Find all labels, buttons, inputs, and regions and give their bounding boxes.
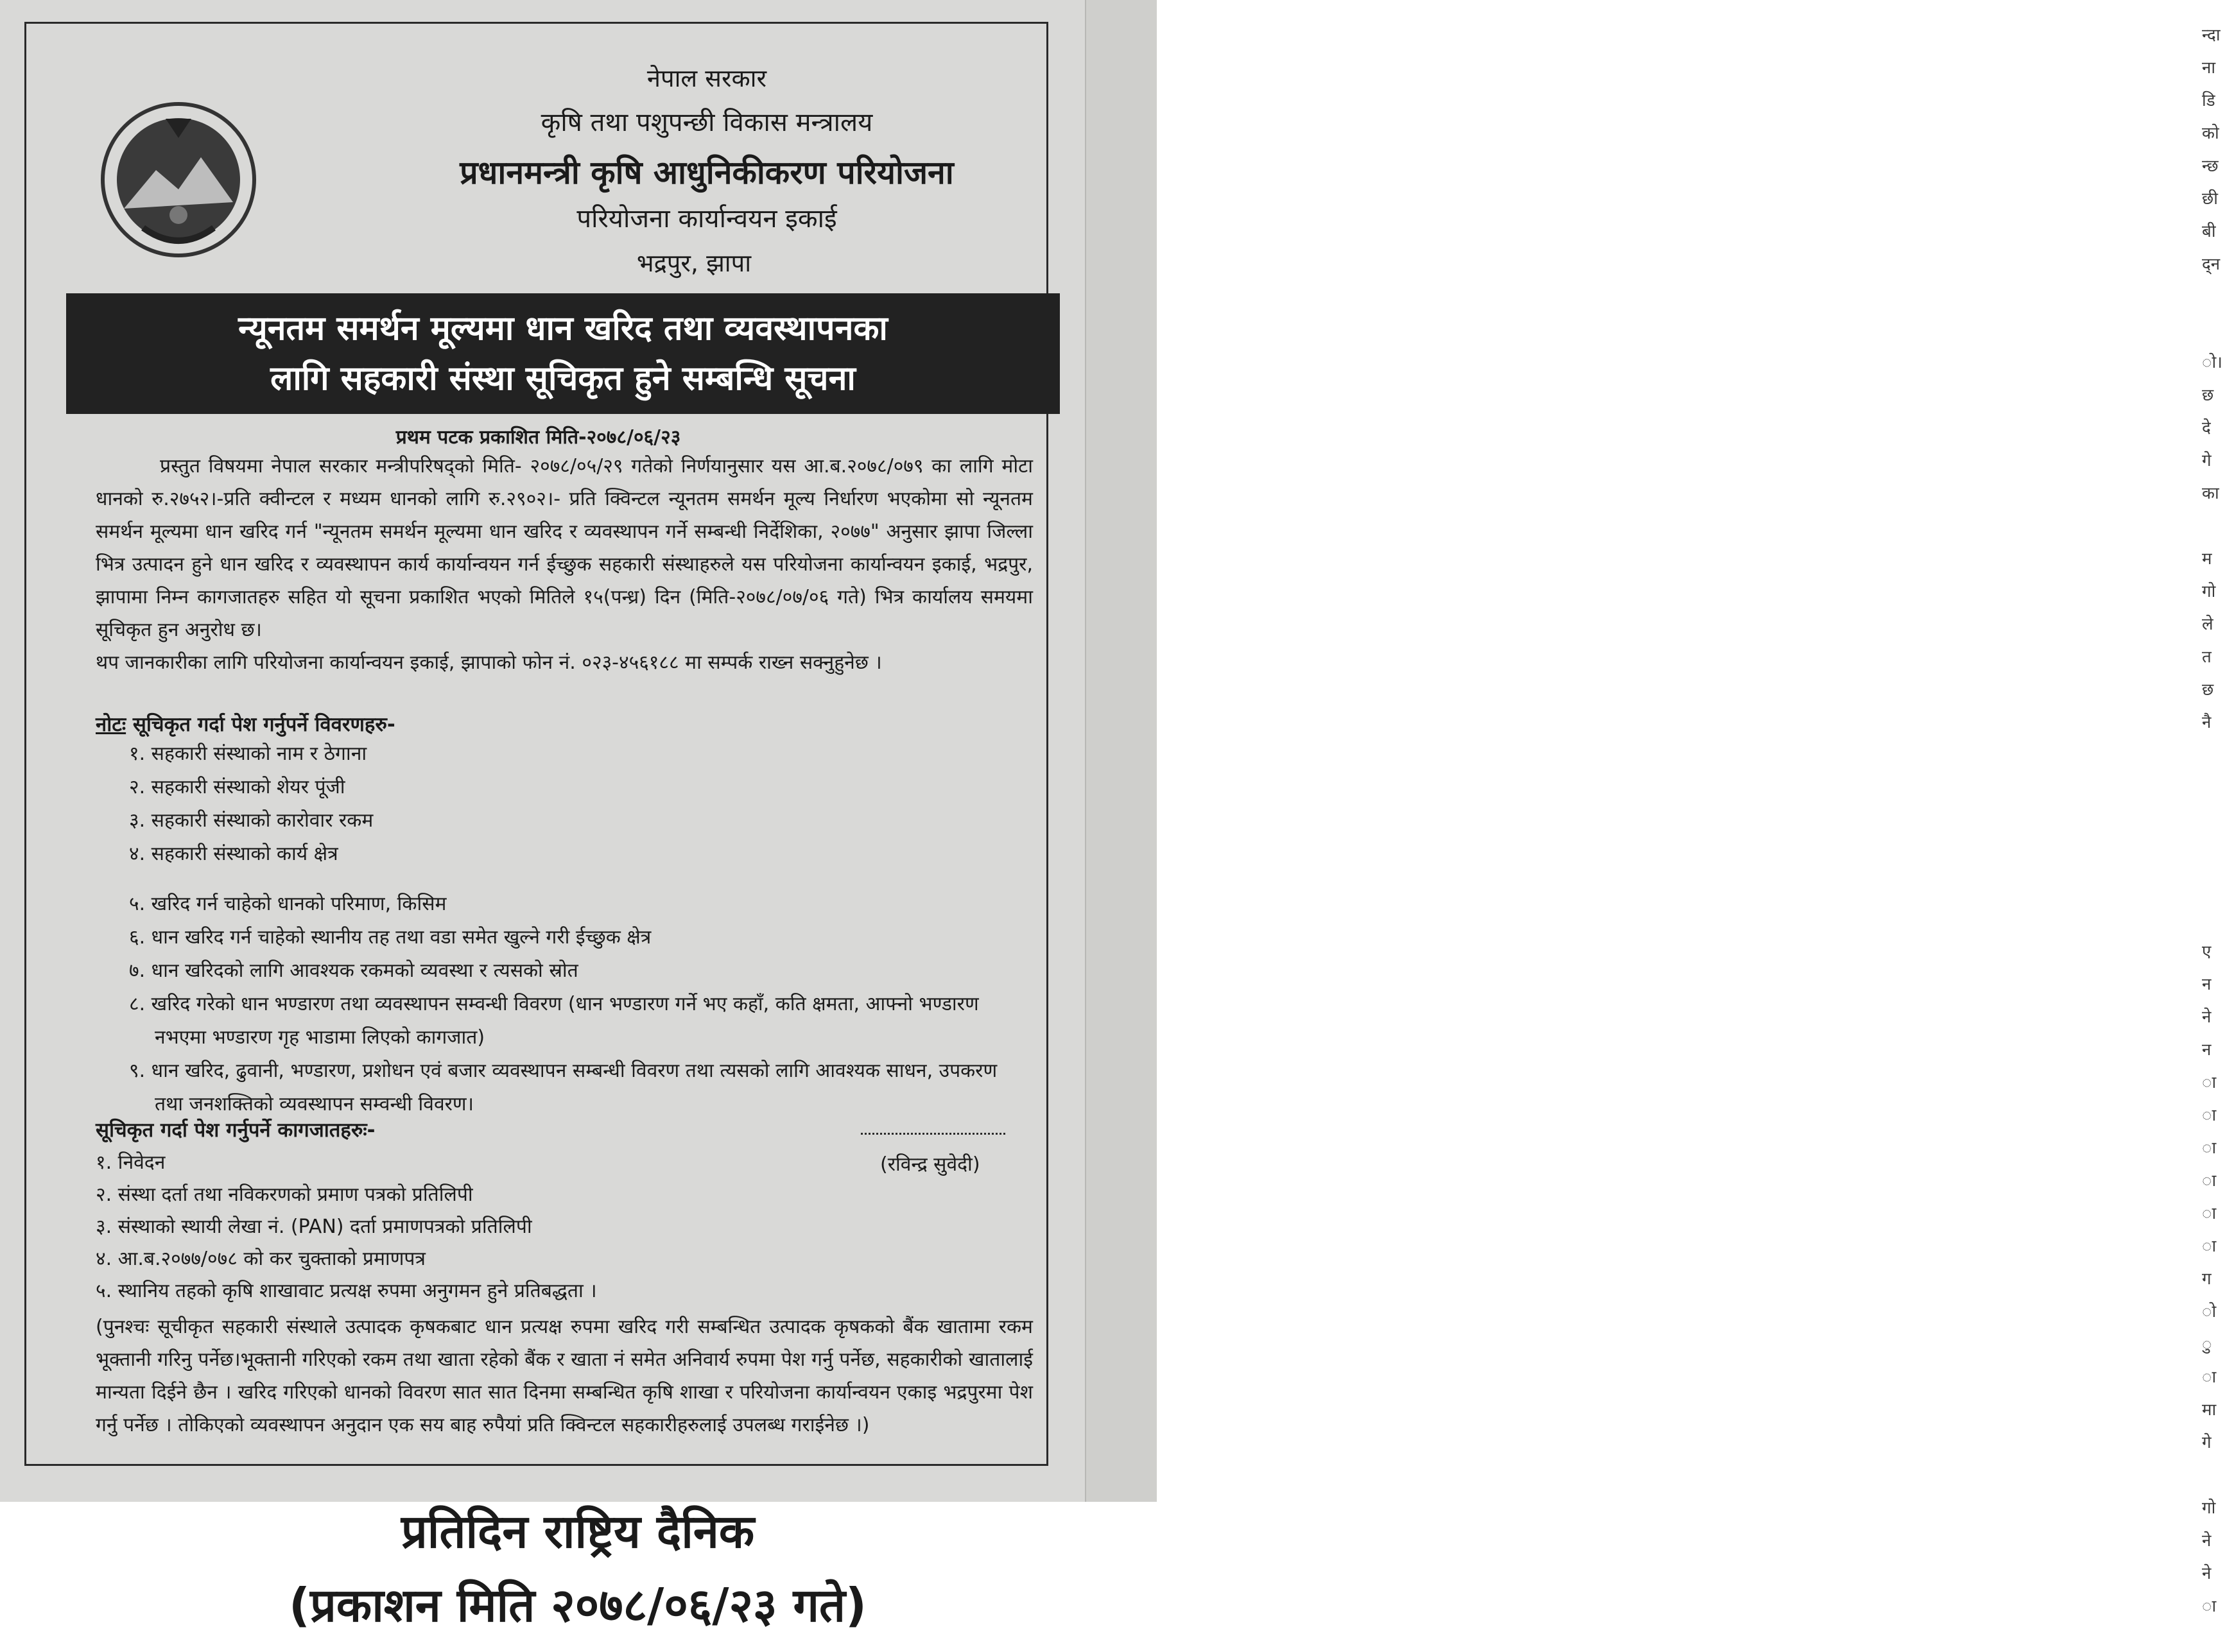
- list-item: १. निवेदन: [96, 1151, 166, 1174]
- list-item: ५. स्थानिय तहको कृषि शाखावाट प्रत्यक्ष रुपमा अनुगमन हुने प्रतिबद्धता ।: [96, 1280, 597, 1302]
- details-heading: [96, 710, 395, 737]
- notice-body: [96, 450, 1033, 679]
- notice-title-line-2: लागि सहकारी संस्था सूचिकृत हुने सम्बन्धि सूचना: [270, 359, 856, 398]
- note-heading: सूचिकृत गर्दा पेश गर्नुपर्ने विवरणहरु-: [126, 713, 395, 736]
- adjacent-column-text: न्दा ना डि को न्छ छी बी द्न ो। छ दे गे का म गो ले त छ नै ए न ने न ा ा ा ा ा ा ग ो ु ा मा गे गो ने ने ा: [2202, 26, 2223, 1616]
- list-item: ३. संस्थाको स्थायी लेखा नं. (PAN) दर्ता प्रमाणपत्रको प्रतिलिपी: [96, 1216, 532, 1238]
- documents-list: [96, 1147, 673, 1307]
- first-publication-date: प्रथम पटक प्रकाशित मिति-२०७८/०६/२३: [395, 426, 681, 449]
- notice-box: [24, 22, 1048, 1466]
- postscript: (पुनश्चः सूचीकृत सहकारी संस्थाले उत्पादक कृषकबाट धान प्रत्यक्ष रुपमा खरिद गरी सम्बन्धित उत्पादक कृषकको बैंक खातामा रकम भूक्तानी गरिनु पर्नेछ।भूक्तानी गरिएको रकम तथा खाता रहेको बैंक र खाता नं समेत अनिवार्य रुपमा पेश गर्नु पर्नेछ, सहकारीको खातालाई मान्यता दिईने छैन । खरिद गरिएको धानको विवरण सात सात दिनमा सम्बन्धित कृषि शाखा र परियोजना कार्यान्वयन एकाइ भद्रपुरमा पेश गर्नु पर्नेछ । तोकिएको व्यवस्थापन अनुदान एक सय बाह रुपैयां प्रति क्विन्टल सहकारीहरुलाई उपलब्ध गराईनेछ ।): [96, 1316, 1033, 1436]
- adjacent-column-edge: [1085, 0, 2223, 1616]
- notice-title-line-1: न्यूनतम समर्थन मूल्यमा धान खरिद तथा व्यवस्थापनका: [238, 309, 888, 348]
- list-item: ९. धान खरिद, ढुवानी, भण्डारण, प्रशोधन एवं बजार व्यवस्थापन सम्बन्धी विवरण तथा त्यसको लागि आवश्यक साधन, उपकरण तथा जनशक्तिको व्यवस्थापन सम्वन्धी विवरण।: [129, 1060, 998, 1115]
- list-item: ३. सहकारी संस्थाको कारोवार रकम: [129, 809, 374, 832]
- list-item: ८. खरिद गरेको धान भण्डारण तथा व्यवस्थापन सम्वन्धी विवरण (धान भण्डारण गर्ने भए कहाँ, कति क्षमता, आफ्नो भण्डारण नभएमा भण्डारण गृह भाडामा लिएको कागजात): [129, 993, 979, 1049]
- nepal-emblem-icon: [98, 99, 259, 260]
- details-list: [129, 737, 1028, 1121]
- publication-date-caption: (प्रकाशन मिति २०७८/०६/२३ गते): [289, 1578, 867, 1632]
- signatory-name: (रविन्द्र सुवेदी): [880, 1153, 980, 1176]
- notice-paragraph-2: थप जानकारीका लागि परियोजना कार्यान्वयन इकाई, झापाको फोन नं. ०२३-४५६१८८ मा सम्पर्क राख्न सक्नुहुनेछ ।: [96, 651, 882, 674]
- list-item: २. सहकारी संस्थाको शेयर पूंजी: [129, 776, 345, 798]
- ministry-name: कृषि तथा पशुपन्छी विकास मन्त्रालय: [541, 108, 873, 137]
- list-item: ४. सहकारी संस्थाको कार्य क्षेत्र: [129, 843, 338, 865]
- list-item: ६. धान खरिद गर्न चाहेको स्थानीय तह तथा वडा समेत खुल्ने गरी ईच्छुक क्षेत्र: [129, 926, 652, 949]
- government-name: नेपाल सरकार: [646, 64, 767, 92]
- signature-line: [861, 1133, 1005, 1135]
- note-label: नोटः: [96, 713, 126, 736]
- project-name: प्रधानमन्त्री कृषि आधुनिकीकरण परियोजना: [460, 154, 954, 191]
- notice-title-banner: [66, 293, 1060, 414]
- list-item: ४. आ.ब.२०७७/०७८ को कर चुक्ताको प्रमाणपत्र: [96, 1248, 426, 1270]
- list-item: ७. धान खरिदको लागि आवश्यक रकमको व्यवस्था र त्यसको स्रोत: [129, 959, 578, 982]
- newspaper-name: प्रतिदिन राष्ट्रिय दैनिक: [401, 1504, 755, 1558]
- notice-paragraph-1: प्रस्तुत विषयमा नेपाल सरकार मन्त्रीपरिषद्को मिति- २०७८/०५/२९ गतेको निर्णयानुसार यस आ.ब.२०७८/०७९ का लागि मोटा धानको रु.२७५२।-प्रति क्वीन्टल र मध्यम धानको लागि रु.२९०२।- प्रति क्विन्टल न्यूनतम समर्थन मूल्य निर्धारण भएकोमा सो न्यूनतम समर्थन मूल्यमा धान खरिद गर्न "न्यूनतम समर्थन मूल्यमा धान खरिद र व्यवस्थापन गर्ने सम्बन्धी निर्देशिका, २०७७" अनुसार झापा जिल्ला भित्र उत्पादन हुने धान खरिद र व्यवस्थापन कार्य कार्यान्वयन गर्न ईच्छुक सहकारी संस्थाहरुले यस परियोजना कार्यान्वयन इकाई, भद्रपुर, झापामा निम्न कागजातहरु सहित यो सूचना प्रकाशित भएको मितिले १५(पन्ध्र) दिन (मिति-२०७८/०७/०६ गते) भित्र कार्यालय समयमा सूचिकृत हुन अनुरोध छ।: [96, 455, 1033, 641]
- list-item: १. सहकारी संस्थाको नाम र ठेगाना: [129, 743, 367, 765]
- list-spacer: [129, 871, 1028, 888]
- office-location: भद्रपुर, झापा: [636, 249, 752, 277]
- documents-heading: सूचिकृत गर्दा पेश गर्नुपर्ने कागजातहरुः-: [96, 1119, 376, 1142]
- unit-name: परियोजना कार्यान्वयन इकाई: [576, 204, 837, 234]
- list-item: २. संस्था दर्ता तथा नविकरणको प्रमाण पत्रको प्रतिलिपी: [96, 1183, 473, 1206]
- list-item: ५. खरिद गर्न चाहेको धानको परिमाण, किसिम: [129, 893, 447, 915]
